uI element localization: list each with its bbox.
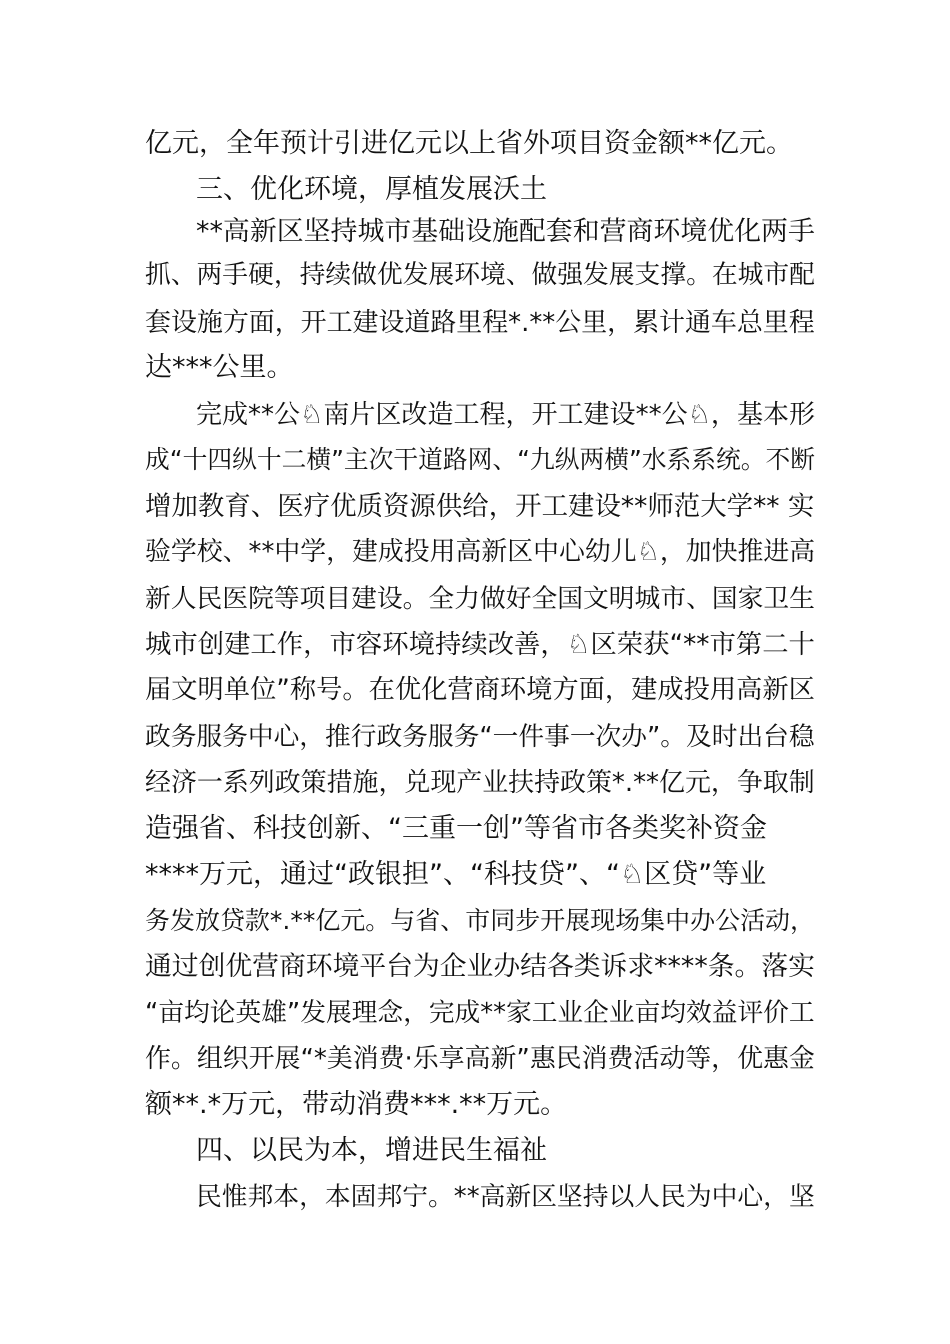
text-line: “亩均论英雄”发展理念，完成**家工业企业亩均效益评价工: [145, 998, 815, 1028]
text-line: 届文明单位”称号。在优化营商环境方面，建成投用高新区: [145, 675, 815, 705]
text-line: 验学校、**中学，建成投用高新区中心幼儿♘，加快推进高: [145, 537, 816, 567]
text-line: ****万元，通过“政银担”、“科技贷”、“♘区贷”等业: [145, 859, 767, 890]
text-line: 亿元，全年预计引进亿元以上省外项目资金额**亿元。: [145, 128, 793, 159]
text-line: 造强省、科技创新、“三重一创”等省市各类奖补资金: [145, 813, 767, 844]
text-line: 经济一系列政策措施，兑现产业扶持政策*.**亿元，争取制: [145, 768, 815, 798]
text-line: 完成**公♘南片区改造工程，开工建设**公♘，基本形: [196, 400, 815, 430]
text-line: 务发放贷款*.**亿元。与省、市同步开展现场集中办公活动，: [145, 906, 816, 935]
text-line: 增加教育、医疗优质资源供给，开工建设**师范大学** 实: [145, 491, 815, 522]
section-heading-environment: 三、优化环境，厚植发展沃土: [196, 174, 547, 205]
text-line: 抓、两手硬，持续做优发展环境、做强发展支撑。在城市配: [145, 260, 815, 290]
text-line: 达***公里。: [145, 352, 294, 383]
text-line: 成“十四纵十二横”主次干道路网、“九纵两横”水系系统。不断: [145, 445, 816, 474]
text-line: 城市创建工作，市容环境持续改善，♘区荣获“**市第二十: [145, 630, 815, 660]
text-line: 民惟邦本，本固邦宁。**高新区坚持以人民为中心，坚: [196, 1182, 815, 1212]
text-line: 作。组织开展“*美消费·乐享高新”惠民消费活动等，优惠金: [145, 1044, 815, 1074]
text-line: 通过创优营商环境平台为企业办结各类诉求****条。落实: [145, 951, 815, 982]
text-line: **高新区坚持城市基础设施配套和营商环境优化两手: [196, 216, 815, 247]
text-line: 额**.*万元，带动消费***.**万元。: [145, 1089, 568, 1120]
text-line: 政务服务中心，推行政务服务“一件事一次办”。及时出台稳: [145, 722, 815, 752]
text-line: 新人民医院等项目建设。全力做好全国文明城市、国家卫生: [145, 584, 815, 614]
section-heading-livelihood: 四、以民为本，增进民生福祉: [196, 1135, 547, 1166]
text-line: 套设施方面，开工建设道路里程*.**公里，累计通车总里程: [145, 308, 815, 338]
